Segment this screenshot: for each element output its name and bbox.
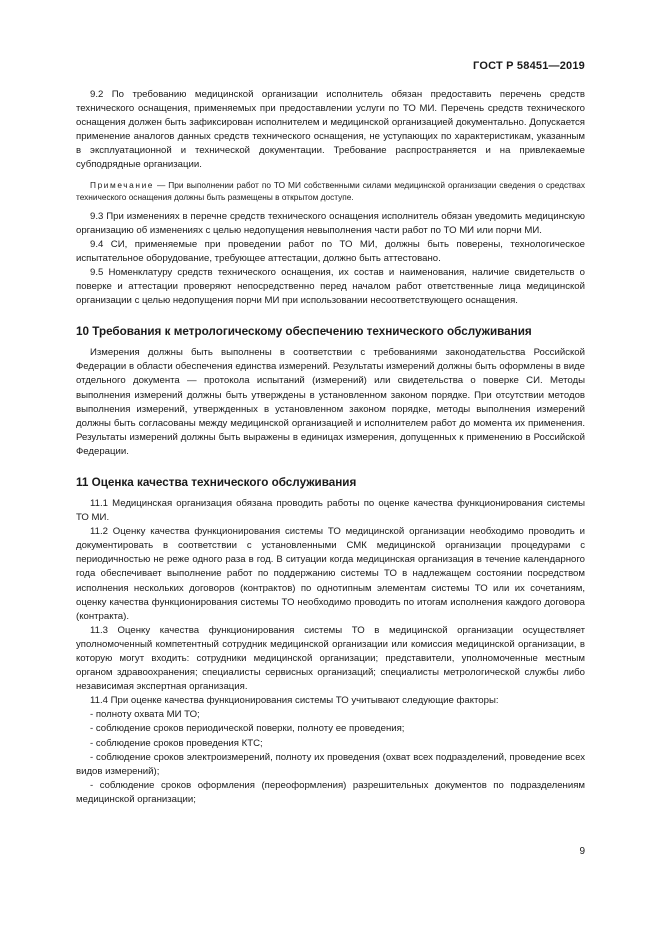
paragraph-9-5: 9.5 Номенклатуру средств технического оснащения, их состав и наименования, наличие свидетельств о поверке и аттестации проверяют непосредственно перед началом работ ответственные лица медицинской организации с целью недопущения порчи МИ при использовании несоответствующего оснащения. [76, 266, 585, 307]
list-item: - полноту охвата МИ ТО; [90, 709, 200, 721]
page-content [76, 88, 585, 807]
paragraph-11-3: 11.3 Оценку качества функционирования системы ТО в медицинской организации осуществляет уполномоченный компетентный сотрудник медицинской организации или комиссия медицинской организации, в которую могут входить: сотрудники медицинской организации; представители, уполномоченные местным органом здравоохранения; специалисты сервисных организаций; специалисты метрологической службы либо независимая экспертная организация. [76, 624, 585, 693]
standard-number: ГОСТ Р 58451—2019 [473, 60, 585, 72]
section-11-heading: 11 Оценка качества технического обслуживания [76, 475, 357, 489]
paragraph-10: Измерения должны быть выполнены в соответствии с требованиями законодательства Российской Федерации в области обеспечения единства измерений. Результаты измерений должны быть оформлены в виде отдельного документа — протокола испытаний (измерений) или свидетельства о поверке СИ. Методы выполнения измерений должны быть утверждены в установленном законом порядке. При отсутствии методов выполнения измерений, утвержденных в установленном законом порядке, методы выполнения измерений должны быть согласованы между медицинской организацией и исполнителем работ до момента их применения. Результаты измерений должны быть выражены в единицах измерения, допущенных к применению в Российской Федерации. [76, 347, 585, 457]
list-item: - соблюдение сроков электроизмерений, полноту их проведения (охват всех подразделений, проведение всех видов измерений); [76, 751, 585, 777]
note [76, 179, 585, 203]
list-item: - соблюдение сроков периодической поверки, полноту ее проведения; [90, 723, 405, 735]
note-text: — При выполнении работ по ТО МИ собственными силами медицинской организации сведения о средствах технического оснащения должны быть размещены в открытом доступе. [76, 179, 585, 202]
paragraph-11-2: 11.2 Оценку качества функционирования системы ТО медицинской организации необходимо проводить и документировать в соответствии с установленными СМК медицинской организации процедурами с периодичностью не реже одного раза в год. В ситуации когда медицинская организация в течение календарного года обеспечивает выполнение работ по поддержанию системы ТО в надлежащем состоянии посредством исполнения нескольких договоров (контрактов) по однотипным элементам системы ТО или их сочетаниям, оценку качества функционирования системы ТО необходимо проводить по итогам исполнения каждого договора (контракта). [76, 526, 585, 622]
paragraph-11-1: 11.1 Медицинская организация обязана проводить работы по оценке качества функционирования системы ТО МИ. [76, 497, 585, 524]
list-item: - соблюдение сроков проведения КТС; [90, 737, 263, 749]
note-label: Примечание [90, 179, 155, 190]
paragraph-9-2: 9.2 По требованию медицинской организации исполнитель обязан предоставить перечень средств технического оснащения, применяемых при предоставлении услуги по ТО МИ. Перечень средств технического оснащения должен быть зафиксирован исполнителем и медицинской организацией документально. Допускается применение аналогов данных средств технического оснащения, не уступающих по характеристикам, указанным в эксплуатационной и технической документации. Требование распространяется и на привлекаемые субподрядные организации. [76, 89, 585, 171]
page-number: 9 [579, 846, 585, 857]
paragraph-9-4: 9.4 СИ, применяемые при проведении работ по ТО МИ, должны быть поверены, технологическое испытательное оборудование, требующее аттестации, должно быть аттестовано. [76, 238, 585, 264]
paragraph-11-4: 11.4 При оценке качества функционирования системы ТО учитывают следующие факторы: [90, 695, 499, 707]
list-item: - соблюдение сроков оформления (переоформления) разрешительных документов по подразделениям медицинской организации; [76, 779, 585, 805]
paragraph-9-3: 9.3 При изменениях в перечне средств технического оснащения исполнитель обязан уведомить медицинскую организацию об изменениях с целью недопущения невыполнения части работ по ТО МИ или порчи МИ. [76, 210, 585, 236]
section-10-heading: 10 Требования к метрологическому обеспечению технического обслуживания [76, 325, 532, 339]
